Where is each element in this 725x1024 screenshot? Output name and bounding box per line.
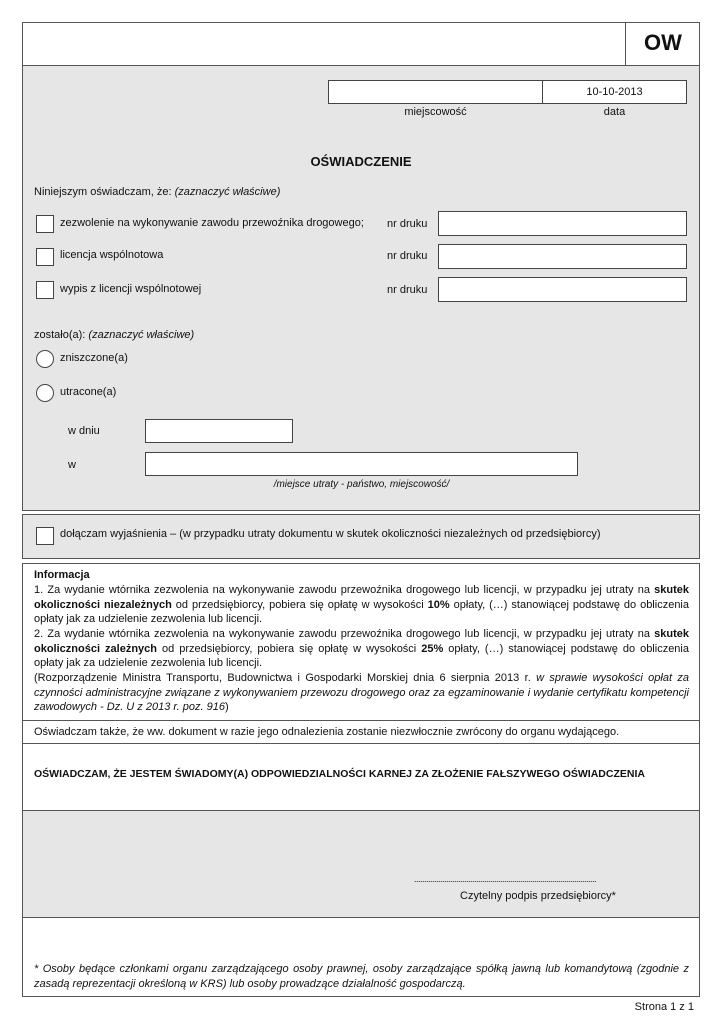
info-heading: Informacja	[34, 569, 90, 581]
return-statement: Oświadczam także, że ww. dokument w razie jego odnalezienia zostanie niezwłocznie zwrócony do organu wydającego.	[34, 726, 620, 738]
page-number: Strona 1 z 1	[634, 1001, 694, 1013]
place-lost-label: w	[68, 459, 76, 471]
nr-druku-field[interactable]	[438, 244, 687, 269]
footnote: * Osoby będące członkami organu zarządzającego osoby prawnej, osoby zarządzające spółką jawną lub komandytową (zgodnie z zasadą reprezentacji określoną w KRS) lub osoby prowadzące działalność gospodarczą.	[34, 963, 689, 990]
document-checkbox-licence[interactable]	[36, 248, 54, 266]
date-field[interactable]: 10-10-2013	[542, 80, 687, 104]
status-text: zostało(a): (zaznaczyć właściwe)	[34, 329, 195, 341]
info-paragraph-1: 1. Za wydanie wtórnika zezwolenia na wykonywanie zawodu przewoźnika drogowego lub licencji, w przypadku jej utraty na skutek okoliczności niezależnych od przedsiębiorcy, pobiera się opłatę w wysokości 10% opłaty, (…) stanowiącej podstawę do obliczenia opłaty jak za udzielenie zezwolenia lub licencji.	[34, 584, 689, 625]
header-bar	[22, 22, 700, 66]
document-checkbox-permit[interactable]	[36, 215, 54, 233]
radio-label: zniszczone(a)	[60, 352, 128, 364]
radio-destroyed[interactable]	[36, 350, 54, 368]
document-label: zezwolenie na wykonywanie zawodu przewoźnika drogowego;	[60, 217, 364, 229]
nr-druku-field[interactable]	[438, 211, 687, 236]
place-field[interactable]	[328, 80, 543, 104]
date-lost-label: w dniu	[68, 425, 100, 437]
form-code: OW	[644, 30, 682, 55]
nr-druku-label: nr druku	[387, 250, 428, 262]
nr-druku-label: nr druku	[387, 284, 428, 296]
date-label: data	[603, 106, 626, 118]
info-regulation: (Rozporządzenie Ministra Transportu, Budownictwa i Gospodarki Morskiej dnia 6 sierpnia 2013 r. w sprawie wysokości opłat za czynności administracyjne związane z wykonywaniem przewozu drogowego oraz za egzaminowanie i wydanie certyfikatu kompetencji zawodowych - Dz. U z 2013 r. poz. 916)	[34, 672, 689, 713]
signature-label: Czytelny podpis przedsiębiorcy*	[460, 890, 616, 902]
intro-text: Niniejszym oświadczam, że: (zaznaczyć właściwe)	[34, 186, 281, 198]
document-checkbox-extract[interactable]	[36, 281, 54, 299]
liability-statement: OŚWIADCZAM, ŻE JESTEM ŚWIADOMY(A) ODPOWIEDZIALNOŚCI KARNEJ ZA ZŁOŻENIE FAŁSZYWEGO OŚWIADCZENIA	[34, 768, 645, 780]
attachment-checkbox[interactable]	[36, 527, 54, 545]
page-title: OŚWIADCZENIE	[310, 154, 412, 169]
date-lost-field[interactable]	[145, 419, 293, 443]
attachment-label: dołączam wyjaśnienia – (w przypadku utraty dokumentu w skutek okoliczności niezależnych od przedsiębiorcy)	[60, 528, 601, 540]
place-label: miejscowość	[404, 106, 467, 118]
place-lost-field[interactable]	[145, 452, 578, 476]
document-label: wypis z licencji wspólnotowej	[60, 283, 202, 295]
nr-druku-label: nr druku	[387, 218, 428, 230]
radio-label: utracone(a)	[60, 386, 117, 398]
place-lost-hint: /miejsce utraty - państwo, miejscowość/	[273, 479, 450, 490]
nr-druku-field[interactable]	[438, 277, 687, 302]
document-label: licencja wspólnotowa	[60, 249, 164, 261]
signature-line[interactable]: ...........................................................................................	[414, 874, 597, 884]
radio-lost[interactable]	[36, 384, 54, 402]
info-paragraph-2: 2. Za wydanie wtórnika zezwolenia na wykonywanie zawodu przewoźnika drogowego lub licencji, w przypadku jej utraty na skutek okoliczności zależnych od przedsiębiorcy, pobiera się opłatę w wysokości 25% opłaty, (…) stanowiącej podstawę do obliczenia opłaty jak za udzielenie zezwolenia lub licencji.	[34, 628, 689, 669]
